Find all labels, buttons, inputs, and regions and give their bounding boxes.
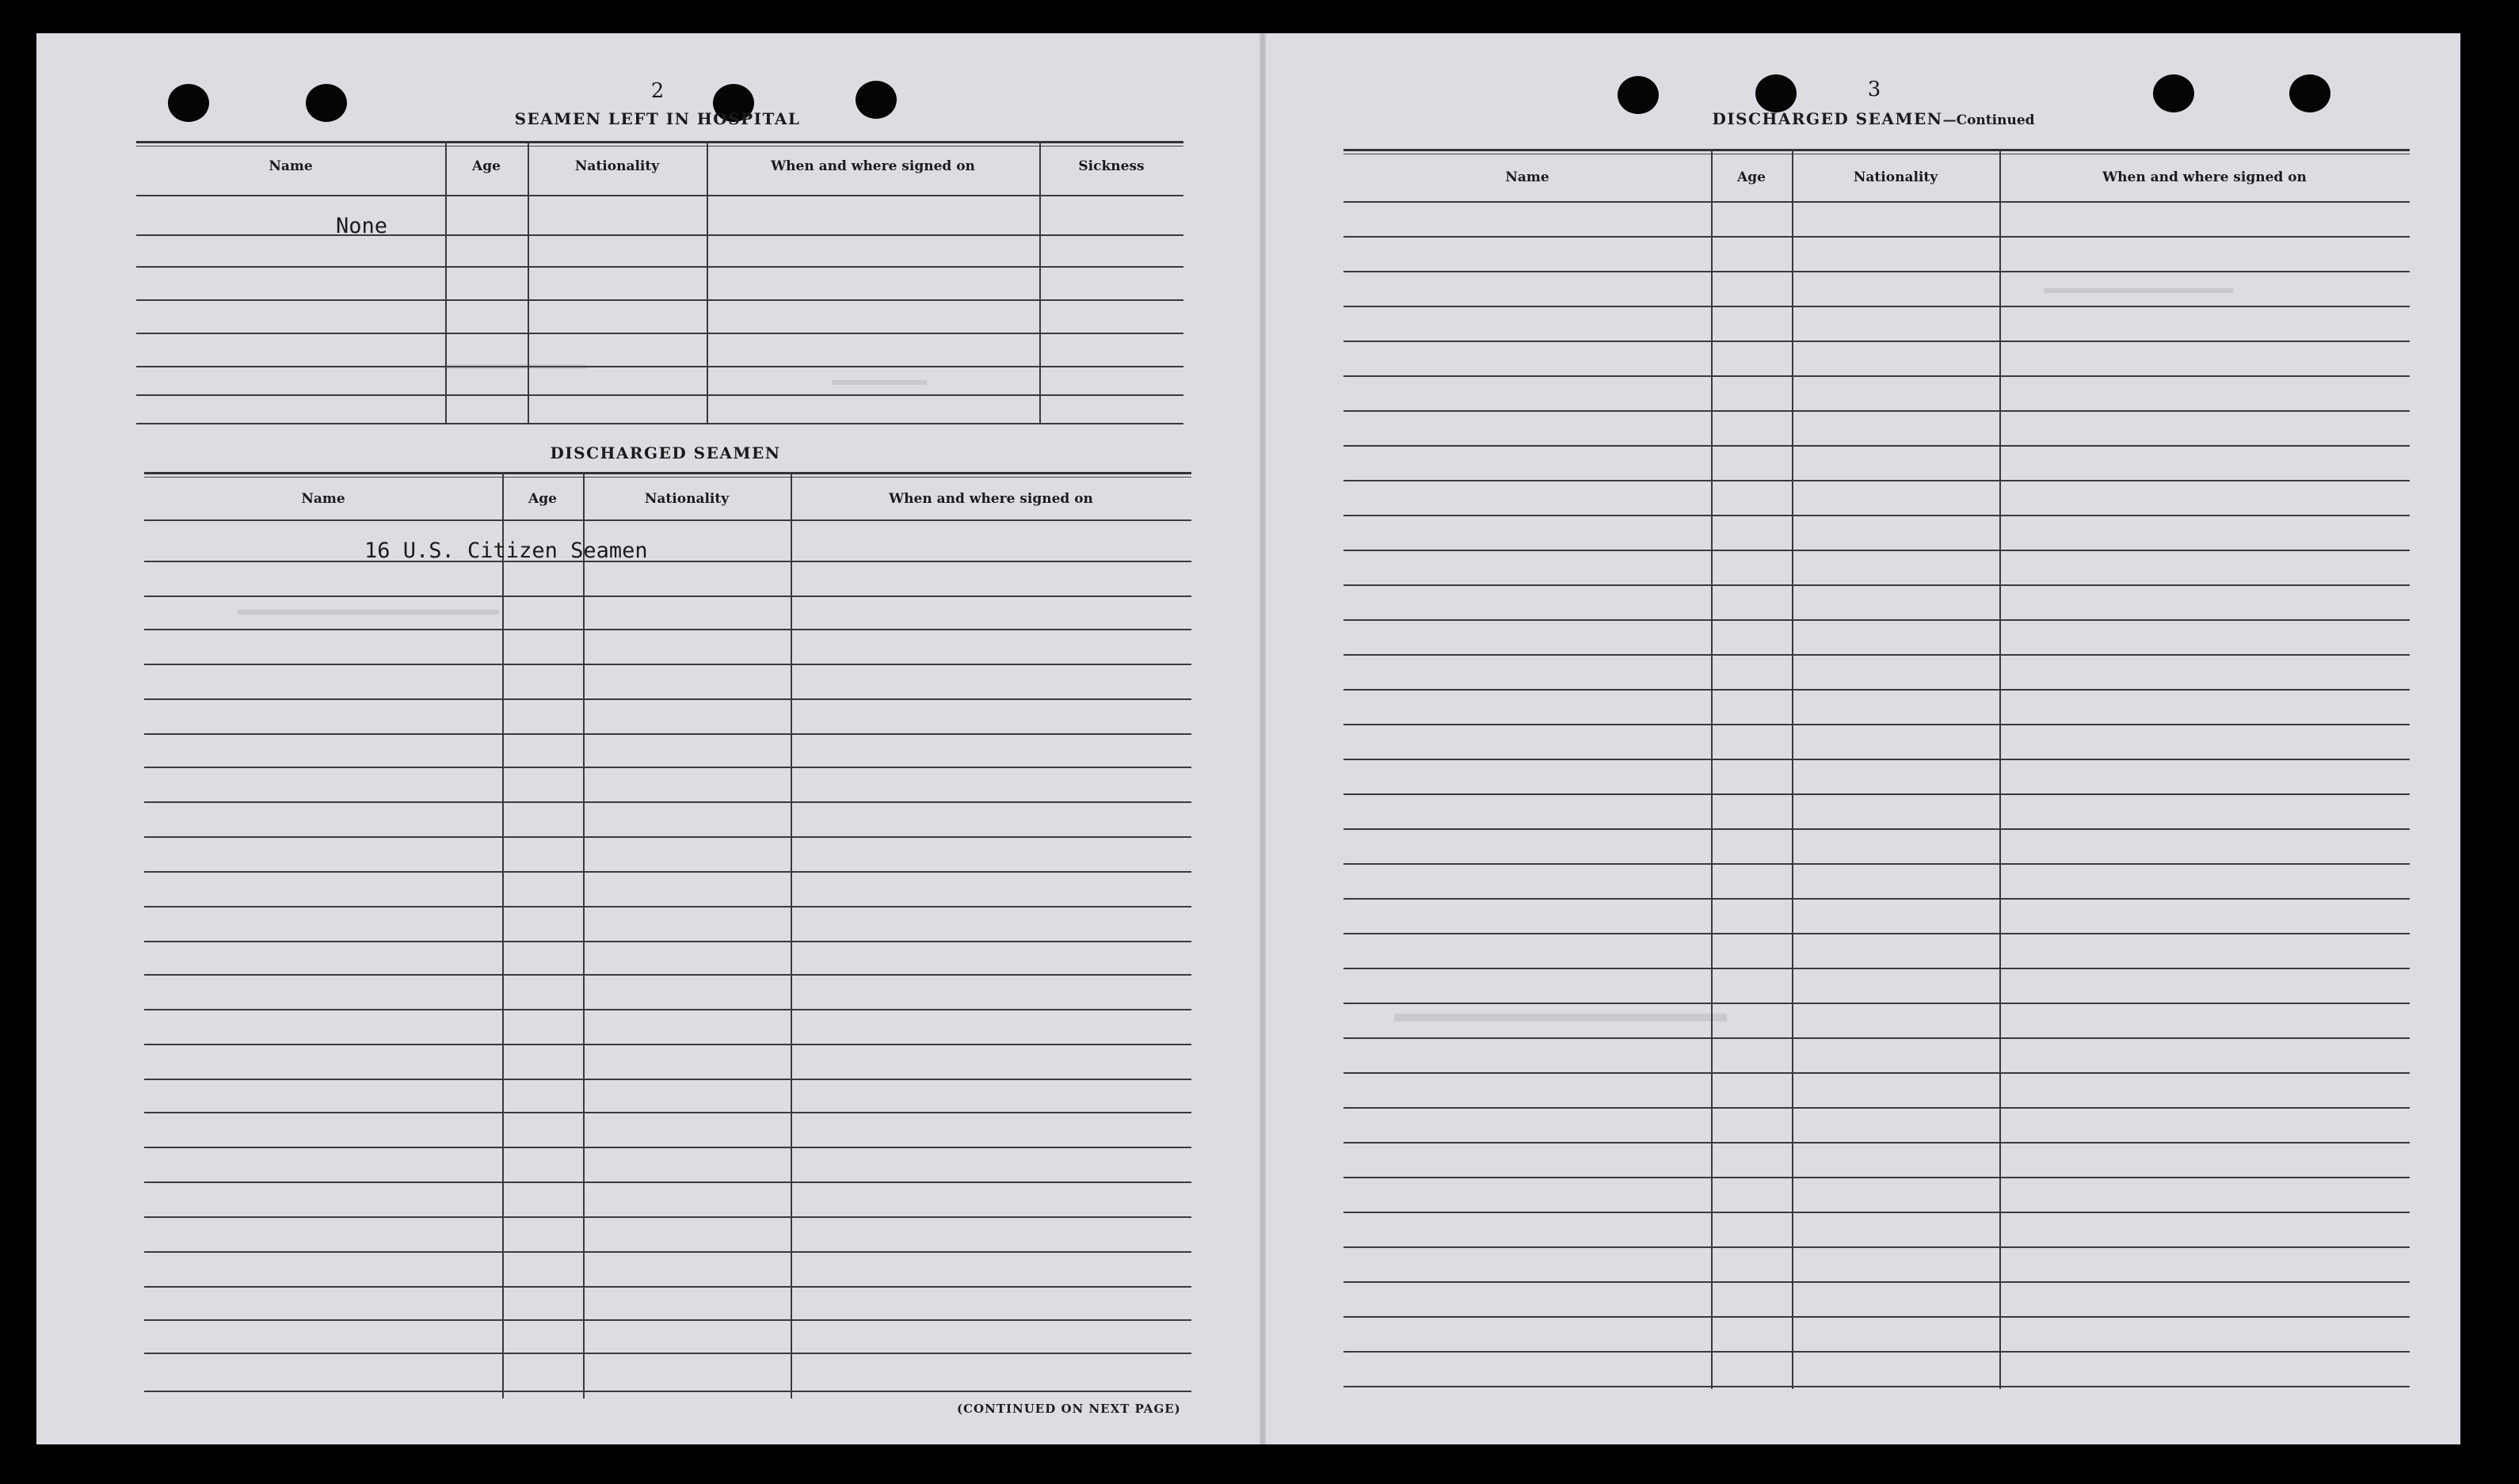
- row-rule: [1343, 689, 2410, 691]
- column-divider: [1999, 149, 2001, 1389]
- discharged-table: [144, 472, 1191, 1398]
- row-rule: [144, 871, 1191, 873]
- title-text: DISCHARGED SEAMEN: [1712, 109, 1943, 128]
- row-rule: [144, 1319, 1191, 1321]
- row-rule: [144, 974, 1191, 976]
- row-rule: [1343, 759, 2410, 760]
- column-header-signed-on: When and where signed on: [889, 491, 1093, 507]
- table-top-rule: [136, 141, 1183, 146]
- row-rule: [1343, 1142, 2410, 1143]
- row-rule: [144, 596, 1191, 597]
- row-rule: [144, 1181, 1191, 1183]
- column-header-age: Age: [528, 491, 557, 507]
- row-rule: [144, 1251, 1191, 1253]
- column-header-age: Age: [472, 158, 501, 174]
- column-header-signed-on: When and where signed on: [771, 158, 975, 174]
- row-rule: [144, 561, 1191, 562]
- row-rule: [1343, 410, 2410, 412]
- row-rule: [1343, 201, 2410, 203]
- row-rule: [1343, 793, 2410, 795]
- row-rule: [144, 1044, 1191, 1045]
- column-divider: [583, 472, 585, 1398]
- row-rule: [1343, 724, 2410, 725]
- row-rule: [1343, 375, 2410, 377]
- row-rule: [136, 333, 1183, 334]
- column-header-nationality: Nationality: [644, 491, 730, 507]
- row-rule: [144, 1147, 1191, 1148]
- row-rule: [144, 698, 1191, 700]
- row-rule: [144, 1009, 1191, 1010]
- row-rule: [136, 423, 1183, 424]
- row-rule: [144, 836, 1191, 838]
- discharged-entry: 16 U.S. Citizen Seamen: [364, 538, 648, 563]
- punch-hole: [2153, 74, 2194, 112]
- row-rule: [1343, 1386, 2410, 1387]
- row-rule: [144, 801, 1191, 803]
- column-divider: [791, 472, 792, 1398]
- punch-hole: [2289, 74, 2330, 112]
- column-header-name: Name: [1505, 169, 1549, 185]
- row-rule: [136, 266, 1183, 268]
- row-rule: [136, 195, 1183, 196]
- punch-hole: [306, 84, 347, 122]
- section-title-discharged-continued: [1624, 109, 2123, 128]
- row-rule: [1343, 584, 2410, 586]
- row-rule: [136, 299, 1183, 301]
- column-header-nationality: Nationality: [574, 158, 660, 174]
- column-divider: [1039, 141, 1041, 424]
- page-gutter: [1260, 33, 1266, 1444]
- row-rule: [136, 394, 1183, 396]
- row-rule: [1343, 236, 2410, 238]
- row-rule: [1343, 271, 2410, 272]
- row-rule: [144, 1286, 1191, 1288]
- row-rule: [144, 941, 1191, 942]
- row-rule: [1343, 480, 2410, 481]
- continued-note: (CONTINUED ON NEXT PAGE): [957, 1402, 1181, 1416]
- column-header-signed-on: When and where signed on: [2102, 169, 2307, 185]
- row-rule: [1343, 1351, 2410, 1353]
- row-rule: [144, 733, 1191, 735]
- section-title-hospital: SEAMEN LEFT IN HOSPITAL: [514, 109, 801, 128]
- row-rule: [1343, 445, 2410, 447]
- table-top-rule: [144, 472, 1191, 478]
- hospital-table: [136, 141, 1183, 424]
- row-rule: [1343, 654, 2410, 656]
- row-rule: [1343, 1246, 2410, 1248]
- row-rule: [144, 664, 1191, 665]
- row-rule: [144, 1216, 1191, 1218]
- row-rule: [1343, 1177, 2410, 1178]
- column-header-nationality: Nationality: [1853, 169, 1938, 185]
- row-rule: [1343, 1281, 2410, 1283]
- row-rule: [144, 767, 1191, 768]
- row-rule: [1343, 898, 2410, 900]
- row-rule: [1343, 1037, 2410, 1039]
- row-rule: [1343, 515, 2410, 516]
- row-rule: [1343, 306, 2410, 307]
- column-header-name: Name: [301, 491, 345, 507]
- row-rule: [1343, 1003, 2410, 1004]
- row-rule: [144, 1112, 1191, 1113]
- column-divider: [1711, 149, 1713, 1389]
- row-rule: [1343, 1212, 2410, 1213]
- row-rule: [1343, 341, 2410, 342]
- discharged-continued-table: [1343, 149, 2410, 1389]
- column-header-name: Name: [269, 158, 313, 174]
- row-rule: [144, 519, 1191, 521]
- row-rule: [144, 629, 1191, 630]
- row-rule: [1343, 550, 2410, 551]
- row-rule: [1343, 863, 2410, 865]
- table-top-rule: [1343, 149, 2410, 154]
- row-rule: [1343, 1107, 2410, 1109]
- punch-hole: [1755, 74, 1797, 112]
- column-divider: [707, 141, 708, 424]
- punch-hole: [1618, 76, 1659, 114]
- section-title-discharged: DISCHARGED SEAMEN: [550, 443, 781, 462]
- row-rule: [1343, 933, 2410, 934]
- column-divider: [1792, 149, 1793, 1389]
- column-header-age: Age: [1737, 169, 1766, 185]
- row-rule: [1343, 1072, 2410, 1074]
- row-rule: [136, 234, 1183, 236]
- hospital-entry: None: [336, 214, 388, 238]
- row-rule: [136, 366, 1183, 367]
- row-rule: [1343, 968, 2410, 969]
- row-rule: [144, 906, 1191, 908]
- page-number: 3: [1867, 78, 1881, 101]
- row-rule: [144, 1391, 1191, 1392]
- column-divider: [445, 141, 447, 424]
- title-suffix: —Continued: [1942, 112, 2035, 128]
- page-number: 2: [650, 79, 665, 103]
- column-header-sickness: Sickness: [1078, 158, 1145, 174]
- column-divider: [528, 141, 529, 424]
- row-rule: [144, 1353, 1191, 1354]
- punch-hole: [168, 84, 209, 122]
- row-rule: [144, 1079, 1191, 1080]
- row-rule: [1343, 1316, 2410, 1318]
- column-divider: [502, 472, 504, 1398]
- row-rule: [1343, 619, 2410, 621]
- row-rule: [1343, 828, 2410, 830]
